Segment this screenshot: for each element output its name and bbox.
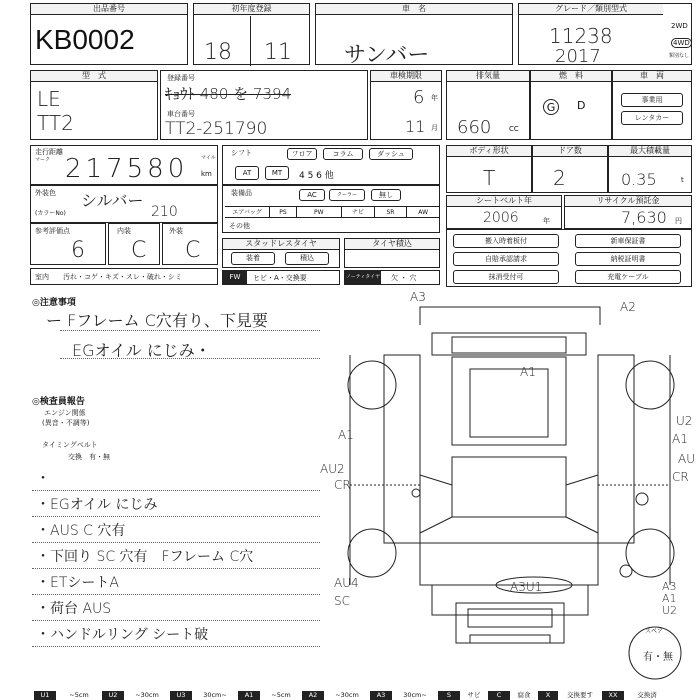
- mark-au4-left: AU4: [334, 576, 359, 590]
- inspection-box: [370, 70, 442, 140]
- seatbelt-value: 2006: [483, 210, 519, 226]
- doc-tax-cert: 納税証明書: [575, 252, 681, 266]
- report-item: ・EGオイル にじみ: [36, 497, 158, 513]
- rental-tag: レンタカー: [621, 111, 683, 125]
- mark-a1-right: A1: [672, 432, 688, 446]
- lot-number-label: 出品番号: [31, 4, 187, 15]
- lot-number-box: [30, 3, 188, 65]
- equip-aw: AW: [418, 209, 429, 216]
- report-item: ・ETシートA: [36, 575, 119, 591]
- car-name-value: サンバー: [344, 43, 430, 68]
- recycle-unit: 円: [675, 217, 682, 225]
- displacement-value: 660: [457, 117, 492, 138]
- business-use-tag: 事業用: [621, 93, 683, 107]
- legend-value: 30cm~: [192, 691, 238, 700]
- inspection-month-unit: 月: [431, 124, 438, 132]
- body-shape-value: T: [483, 166, 496, 190]
- seatbelt-unit: 年: [543, 217, 550, 225]
- legend-key: A3: [370, 691, 392, 700]
- grade-label: グレード／類別型式: [519, 4, 663, 15]
- fw-text: ヒビ・A・交換要: [253, 274, 307, 282]
- doors-box: [532, 145, 608, 193]
- registration-number-label: 登録番号: [167, 74, 195, 82]
- mileage-unit-mile: マイル: [201, 155, 216, 161]
- registration-year: 18: [204, 40, 232, 65]
- doc-plate: 搬入時着板付: [453, 234, 559, 248]
- vehicle-use-label: 車 両: [613, 71, 691, 82]
- interior-box: [108, 223, 160, 265]
- report-line: [32, 568, 320, 569]
- room-label: 室内: [35, 273, 49, 281]
- load-bed: [452, 457, 566, 517]
- car-name-label: 車 名: [316, 4, 512, 15]
- exterior-value: C: [185, 238, 201, 263]
- doc-new-car-warranty: 新車保証書: [575, 234, 681, 248]
- fuel-box: [530, 70, 612, 140]
- timing-value: 交換 有・無: [68, 453, 110, 461]
- report-line: [32, 594, 320, 595]
- legend-value: 30cm~: [392, 691, 438, 700]
- inspection-month: 11: [405, 117, 426, 136]
- vehicle-use-box: [612, 70, 692, 140]
- displacement-box: [446, 70, 530, 140]
- doors-value: 2: [553, 166, 566, 190]
- room-text: 汚れ・コゲ・キズ・スレ・破れ・シミ: [63, 273, 182, 281]
- report-item: ・ハンドルリング シート破: [36, 627, 209, 643]
- body-shape-label: ボディ形状: [447, 146, 531, 157]
- registration-number-value: ｷｮｳﾄ 480 を 7394: [165, 85, 292, 103]
- first-registration-label: 初年度登録: [194, 4, 309, 15]
- seatbelt-box: [446, 195, 562, 229]
- recycle-box: [564, 195, 692, 229]
- equip-ps: PS: [270, 207, 296, 217]
- legend-value: 交換要す: [558, 691, 602, 700]
- legend-value: サビ: [460, 691, 488, 700]
- mileage-box: [30, 145, 218, 185]
- legend-key: X: [538, 691, 558, 700]
- fw-label: FW: [223, 271, 247, 284]
- report-line: [32, 620, 320, 621]
- model-box: [30, 70, 158, 140]
- exterior-box: [162, 223, 218, 265]
- equip-other-label: その他: [229, 222, 250, 230]
- equipment-box: [222, 185, 440, 233]
- equip-ac: AC: [299, 189, 325, 201]
- spare-label: スペア: [645, 628, 664, 635]
- max-load-label: 最大積載量: [609, 146, 691, 157]
- max-load-value: 0.35: [621, 170, 657, 189]
- cab-roof: [452, 357, 566, 445]
- doors-label: ドア数: [533, 146, 607, 157]
- chassis-number-label: 車台番号: [167, 110, 195, 118]
- mark-a1-right-bottom: A1: [662, 592, 677, 605]
- displacement-unit: CC: [509, 125, 519, 133]
- mileage-unit-km: km: [201, 170, 212, 178]
- mark-cr-right: CR: [672, 470, 689, 484]
- mark-u2-right-bottom: U2: [662, 604, 678, 617]
- legend-key: C: [488, 691, 510, 700]
- registration-month: 11: [264, 40, 292, 65]
- room-box: [30, 268, 218, 285]
- wheel-rl: [348, 529, 396, 577]
- legend-key: A1: [238, 691, 260, 700]
- gears: 4 5 6 他: [299, 171, 334, 181]
- tire-load-label: タイヤ積込: [345, 239, 439, 250]
- color-number-label: (カラーNo): [35, 210, 66, 217]
- legend-value: ~5cm: [56, 691, 102, 700]
- grade-value-2: 2017: [555, 46, 601, 67]
- max-load-unit: t: [681, 176, 684, 184]
- interior-label: 内装: [117, 227, 131, 235]
- car-diagram: [320, 285, 700, 685]
- mark-sc-left: SC: [334, 594, 350, 608]
- mark-a2-top: A2: [620, 300, 636, 314]
- tire-sub-label: ノーティタイヤ: [345, 271, 381, 284]
- shift-column: コラム: [323, 148, 363, 160]
- front-bumper: [420, 307, 600, 325]
- equip-navi: ナビ: [342, 207, 375, 217]
- ref-score-label: 参考評価点: [35, 227, 70, 235]
- fuel-label: 燃 料: [531, 71, 611, 82]
- exterior-color-value: シルバー: [81, 191, 144, 210]
- mark-au-right: AU: [678, 452, 695, 466]
- mark-a3-top: A3: [410, 290, 426, 304]
- trans-mt: MT: [265, 166, 289, 180]
- legend-key: U3: [170, 691, 192, 700]
- report-line: [32, 490, 320, 491]
- model-label: 型 式: [31, 71, 157, 82]
- mark-cr-left: CR: [334, 478, 351, 492]
- ref-score-value: 6: [71, 238, 85, 263]
- tire-options: 欠 ・ 穴: [391, 274, 417, 282]
- shift-label: シフト: [231, 149, 252, 157]
- interior-value: C: [131, 238, 147, 263]
- studless-label: スタッドレスタイヤ: [223, 239, 339, 250]
- exterior-color-label: 外装色: [35, 189, 56, 197]
- exterior-label: 外装: [169, 227, 183, 235]
- legend-key: S: [438, 691, 460, 700]
- drive-2wd: 2WD: [671, 22, 688, 30]
- tire-option-box: [344, 270, 440, 285]
- report-line: [32, 542, 320, 543]
- inspection-year-unit: 年: [431, 94, 438, 102]
- first-registration-box: [193, 3, 310, 65]
- tire-load-box: [344, 238, 440, 268]
- caution-line-1: ー Fフレーム C穴有り、下見要: [46, 311, 268, 330]
- legend-value: 腐食: [510, 691, 538, 700]
- legend-value: ~30cm: [324, 691, 370, 700]
- seatbelt-label: シートベルト年: [447, 196, 561, 207]
- fuel-g: G: [543, 99, 559, 115]
- recycle-value: 7,630: [621, 208, 667, 227]
- studless-fitted: 装着: [231, 252, 275, 265]
- recycle-label: リサイクル預託金: [565, 196, 691, 207]
- mark-a3u1-bottom: A3U1: [510, 580, 543, 594]
- legend-value: 交換済: [624, 691, 670, 700]
- legend-value: ~5cm: [260, 691, 302, 700]
- inspection-label: 車検期限: [371, 71, 441, 82]
- legend-key: A2: [302, 691, 324, 700]
- legend-key: U1: [34, 691, 56, 700]
- studless-box: [222, 238, 340, 268]
- doc-charge-cable: 充電ケーブル: [575, 270, 681, 284]
- fuel-d: D: [577, 99, 586, 112]
- ref-score-box: [30, 223, 106, 265]
- documents-box: [446, 229, 692, 287]
- drive-other: 類別なし: [669, 53, 690, 59]
- trans-at: AT: [235, 166, 259, 180]
- studless-loaded: 積込: [285, 252, 329, 265]
- color-code-value: 210: [151, 204, 178, 220]
- report-line: [32, 646, 320, 647]
- mark-a3-right: A3: [662, 580, 677, 593]
- displacement-label: 排気量: [447, 71, 529, 82]
- mark-au2-left: AU2: [320, 462, 345, 476]
- shift-dash: ダッシュ: [369, 148, 413, 160]
- engine-sub: (異音・不調等): [42, 419, 90, 427]
- doc-insurance: 自賠承認請求: [453, 252, 559, 266]
- exterior-color-box: [30, 185, 218, 223]
- legend-key: U2: [102, 691, 124, 700]
- drive-4wd: 4WD: [673, 39, 690, 47]
- report-item: ・: [36, 471, 50, 487]
- report-item: ・AUS C 穴有: [36, 523, 126, 539]
- mileage-label: 走行距離: [35, 148, 63, 156]
- report-title: ◎検査員報告: [32, 397, 85, 407]
- report-line: [32, 516, 320, 517]
- spare-value: 有・無: [643, 652, 673, 663]
- model-value: LE TT2: [37, 87, 74, 135]
- mileage-value: 217580: [65, 154, 189, 184]
- mark-u2-right: U2: [676, 414, 693, 428]
- mark-a1-cab: A1: [520, 365, 536, 379]
- equipment-label: 装備品: [231, 189, 252, 197]
- shift-box: [222, 145, 440, 185]
- car-name-box: [315, 3, 513, 68]
- grade-box: [518, 3, 692, 65]
- equip-items: [225, 206, 439, 218]
- equip-cooler: クーラー: [329, 189, 365, 201]
- legend-value: ~30cm: [124, 691, 170, 700]
- inspection-year: 6: [413, 87, 425, 108]
- fw-box: [222, 270, 340, 285]
- wheel-fl: [348, 361, 396, 409]
- doc-cancel: 抹消受付可: [453, 270, 559, 284]
- wheel-rr: [626, 529, 674, 577]
- wheel-fr: [626, 361, 674, 409]
- equip-pw: PW: [297, 207, 342, 217]
- timing-label: タイミングベルト: [42, 441, 98, 449]
- report-item: ・荷台 AUS: [36, 601, 112, 617]
- engine-label: エンジン関係: [44, 409, 86, 417]
- equip-sr: SR: [375, 207, 408, 217]
- legend-key: XX: [602, 691, 624, 700]
- shift-floor: フロア: [287, 148, 317, 160]
- lot-number-value: KB0002: [35, 24, 135, 55]
- report-item: ・下回り SC 穴有 Fフレーム C穴: [36, 549, 254, 565]
- caution-title: ◎注意事項: [32, 298, 76, 308]
- body-shape-box: [446, 145, 532, 193]
- mileage-sub: マーク: [35, 157, 51, 163]
- equip-none: 無し: [371, 189, 401, 201]
- max-load-box: [608, 145, 692, 193]
- equip-airbag: エアバッグ: [225, 207, 270, 217]
- caution-line-2: EGオイル にじみ・: [72, 341, 211, 360]
- mark-a1-left: A1: [338, 428, 354, 442]
- grade-value: 11238: [549, 24, 613, 48]
- chassis-number-value: TT2-251790: [165, 119, 268, 139]
- registration-number-box: [160, 70, 368, 140]
